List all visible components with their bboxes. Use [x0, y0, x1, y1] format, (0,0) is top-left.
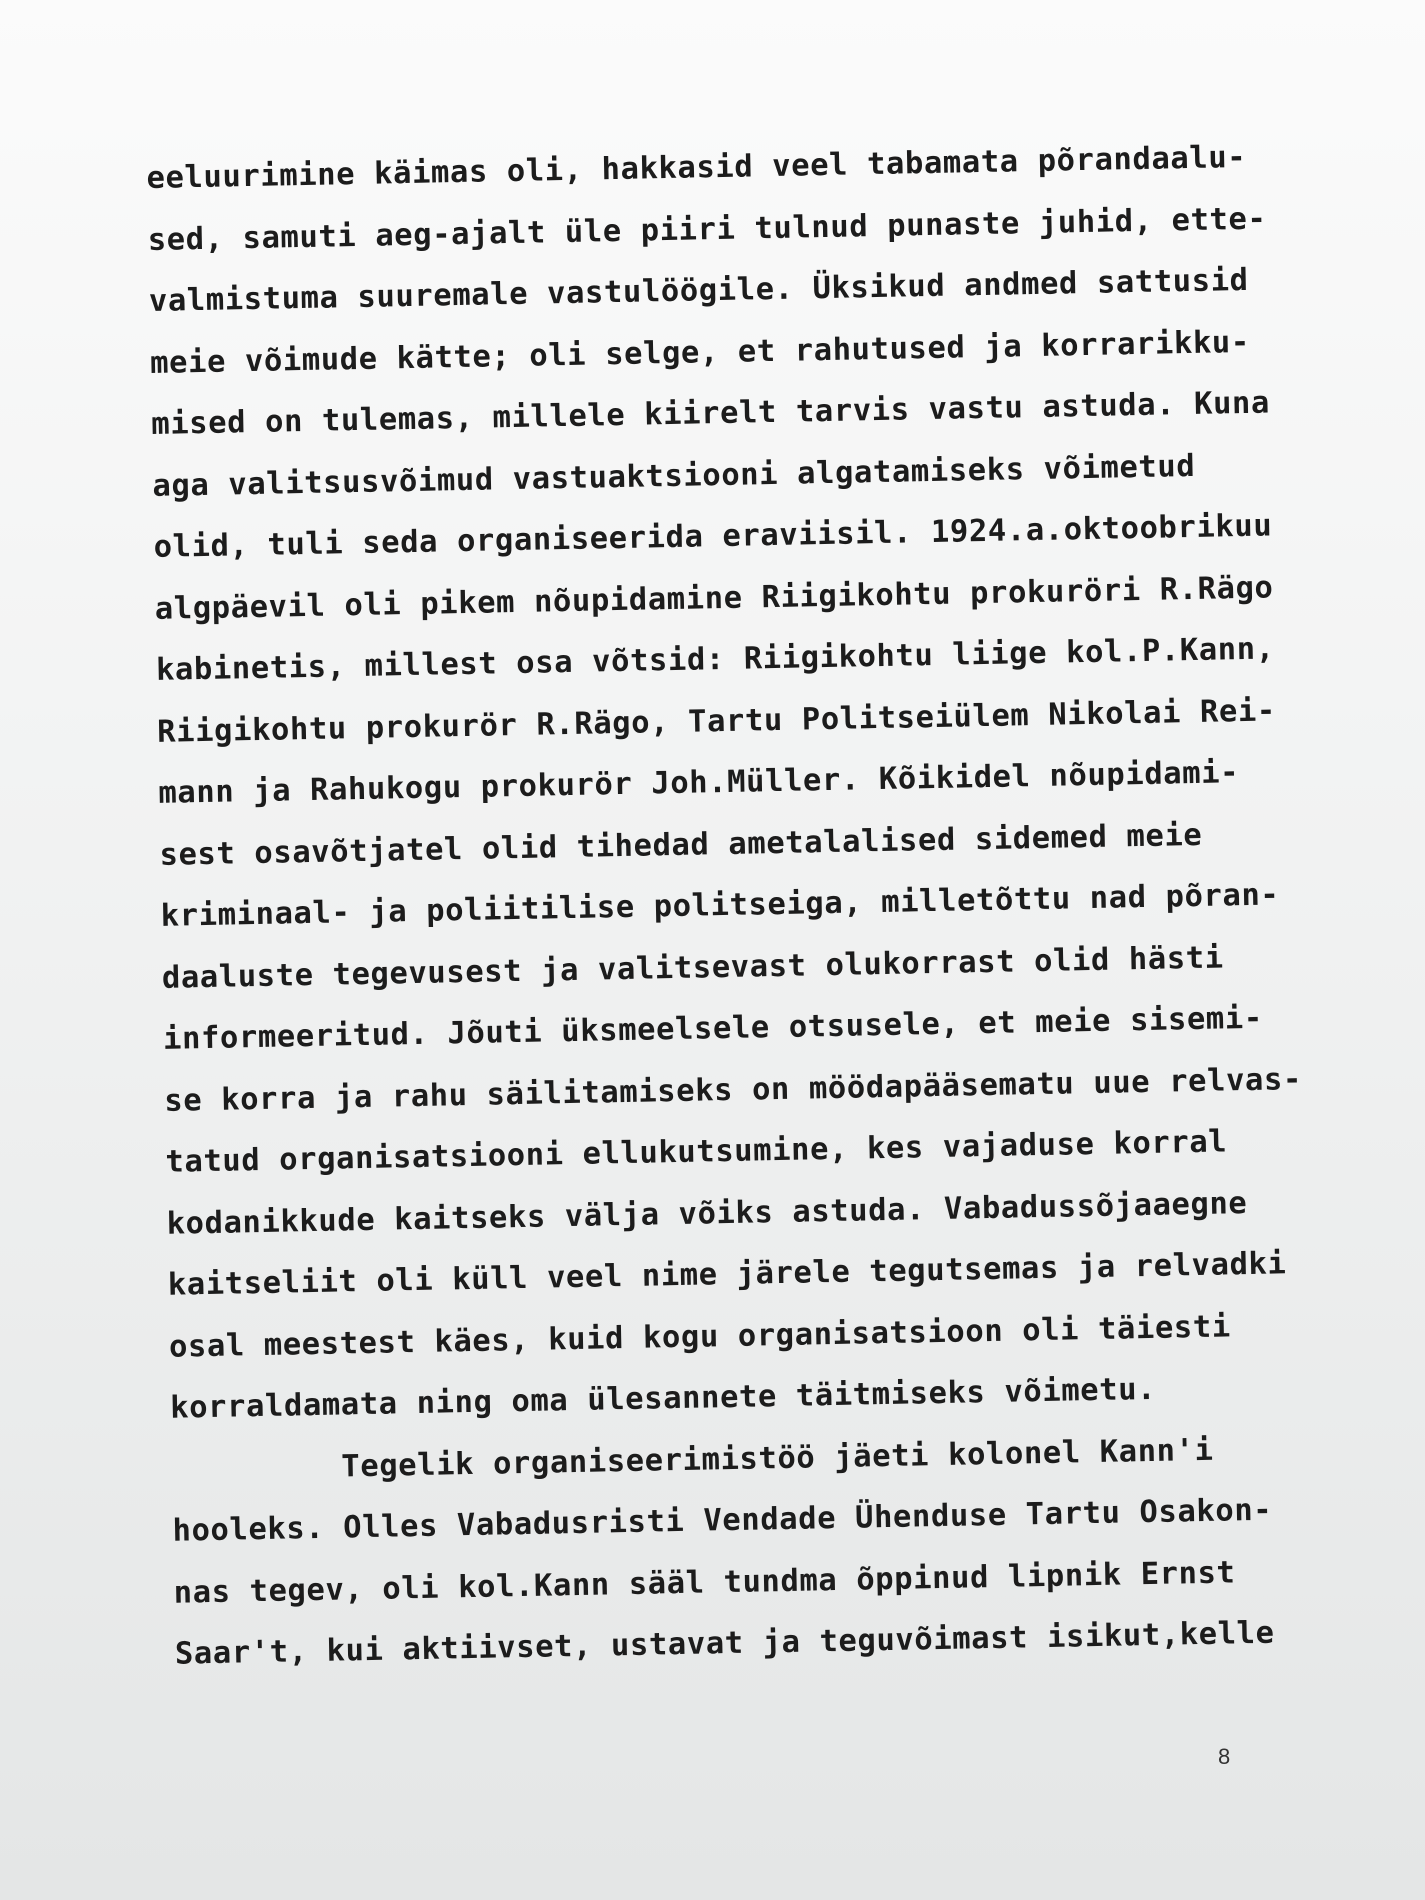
text-line-5: mised on tulemas, millele kiirelt tarvis vastu astuda. Kuna	[150, 385, 1271, 442]
typescript-body	[146, 127, 1303, 1686]
text-line-9: kabinetis, millest osa võtsid: Riigikohtu liige kol.P.Kann,	[155, 631, 1275, 688]
text-line-17: tatud organisatsiooni ellukutsumine, kes vajaduse korral	[165, 1124, 1228, 1180]
text-line-14: daaluste tegevusest ja valitsevast olukorrast olid hästi	[161, 939, 1224, 996]
text-line-18: kodanikkude kaitseks välja võiks astuda. Vabadussõjaaegne	[166, 1185, 1248, 1242]
text-line-11: mann ja Rahukogu prokurör Joh.Müller. Kõikidel nõupidami-	[158, 755, 1240, 811]
text-line-12: sest osavõtjatel olid tihedad ametalalised sidemed meie	[159, 817, 1203, 873]
text-line-19: kaitseliit oli küll veel nime järele tegutsemas ja relvadki	[167, 1246, 1287, 1303]
text-line-3: valmistuma suuremale vastulöögile. Üksikud andmed sattusid	[148, 262, 1249, 319]
text-line-13: kriminaal- ja poliitilise politseiga, milletõttu nad põran-	[160, 877, 1280, 934]
text-line-24: nas tegev, oli kol.Kann sääl tundma õppinud lipnik Ernst	[173, 1554, 1236, 1611]
page-number: 8	[1218, 1744, 1231, 1769]
text-line-23: hooleks. Olles Vabadusristi Vendade Ühenduse Tartu Osakon-	[172, 1492, 1273, 1549]
text-line-21: korraldamata ning oma ülesannete täitmiseks võimetu.	[169, 1371, 1157, 1426]
text-line-4: meie võimude kätte; oli selge, et rahutused ja korrarikku-	[149, 324, 1251, 381]
text-line-1: eeluurimine käimas oli, hakkasid veel tabamata põrandaalu-	[146, 139, 1247, 196]
text-line-15: informeeritud. Jõuti üksmeelsele otsusele, et meie sisemi-	[162, 1000, 1264, 1057]
text-line-7: olid, tuli seda organiseerida eraviisil. 1924.a.oktoobrikuu	[153, 508, 1273, 565]
text-line-2: sed, samuti aeg-ajalt üle piiri tulnud punaste juhid, ette-	[147, 201, 1267, 258]
text-line-6: aga valitsusvõimud vastuaktsiooni algatamiseks võimetud	[152, 448, 1196, 504]
text-line-20: osal meestest käes, kuid kogu organisatsioon oli täiesti	[168, 1308, 1232, 1365]
text-line-10: Riigikohtu prokurör R.Rägo, Tartu Politseiülem Nikolai Rei-	[156, 692, 1277, 750]
text-line-8: algpäevil oli pikem nõupidamine Riigikohtu prokuröri R.Rägo	[154, 569, 1274, 627]
text-line-25: Saar't, kui aktiivset, ustavat ja teguvõimast isikut,kelle	[174, 1615, 1275, 1672]
text-line-16: se korra ja rahu säilitamiseks on möödapääsematu uue relvas-	[163, 1061, 1303, 1119]
text-line-22-paragraph-start: Tegelik organiseerimistöö jäeti kolonel Kann'i	[341, 1432, 1214, 1484]
